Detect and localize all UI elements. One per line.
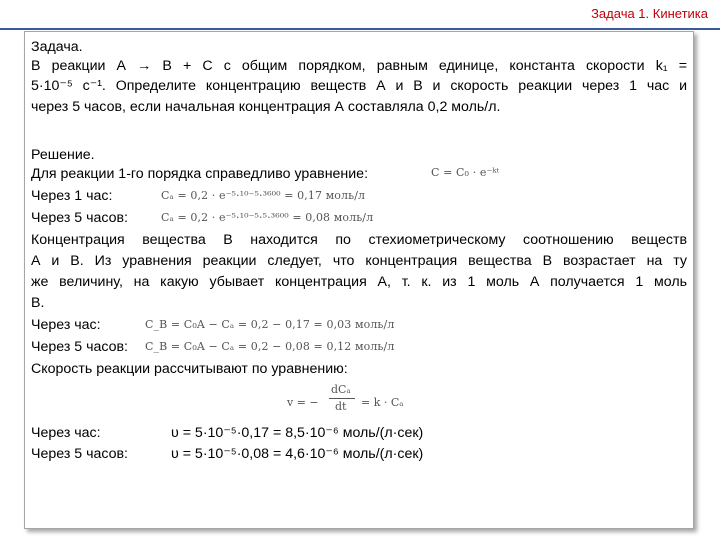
problem-line-3: через 5 часов, если начальная концентрация А составляла 0,2 моль/л.: [31, 99, 501, 115]
conc-a-1h-label: Через 1 час:: [31, 188, 113, 204]
conc-b-1h-label: Через час:: [31, 317, 101, 333]
conc-a-5h-formula: Cₐ = 0,2 · e⁻⁵·¹⁰⁻⁵·⁵·³⁶⁰⁰ = 0,08 моль/л: [161, 211, 374, 224]
conc-b-1h-formula: C_B = C₀A − Cₐ = 0,2 − 0,17 = 0,03 моль/л: [145, 318, 395, 331]
rate-fraction-bar: [329, 398, 355, 399]
problem-line-1: В реакции А → В + С с общим порядком, равным единице, константа скорости k₁ =: [31, 58, 687, 74]
general-equation: C = C₀ · e⁻ᵏᵗ: [431, 166, 500, 179]
title-rule: [0, 28, 720, 30]
rate-intro: Скорость реакции рассчитывают по уравнению:: [31, 361, 348, 377]
b-explanation-3: же величину, на какую убывает концентрация А, т. к. из 1 моль А получается 1 моль: [31, 274, 687, 290]
b-explanation-2: А и В. Из уравнения реакции следует, что концентрация вещества В возрастает на ту: [31, 253, 687, 269]
slide-title: Задача 1. Кинетика: [591, 6, 708, 21]
rate-1h-label: Через час:: [31, 425, 101, 441]
conc-a-5h-label: Через 5 часов:: [31, 210, 128, 226]
b-explanation-1: Концентрация вещества В находится по стехиометрическому соотношению веществ: [31, 232, 687, 248]
content-box: [24, 31, 694, 529]
solution-heading: Решение.: [31, 147, 95, 163]
rate-denominator: dt: [335, 400, 347, 413]
conc-b-5h-formula: C_B = C₀A − Cₐ = 0,2 − 0,08 = 0,12 моль/л: [145, 340, 395, 353]
rate-1h-value: υ = 5·10⁻⁵·0,17 = 8,5·10⁻⁶ моль/(л·сек): [171, 425, 424, 441]
equation-intro: Для реакции 1-го порядка справедливо уравнение:: [31, 166, 369, 182]
problem-line-2: 5·10⁻⁵ с⁻¹. Определите концентрацию веществ А и В и скорость реакции через 1 час и: [31, 78, 687, 94]
problem-heading: Задача.: [31, 39, 83, 55]
conc-a-1h-formula: Cₐ = 0,2 · e⁻⁵·¹⁰⁻⁵·³⁶⁰⁰ = 0,17 моль/л: [161, 189, 366, 202]
rate-5h-label: Через 5 часов:: [31, 446, 128, 462]
rate-numerator: dCₐ: [331, 383, 351, 396]
rate-lhs: v = −: [287, 396, 319, 409]
rate-rhs: = k · Cₐ: [361, 396, 404, 409]
b-explanation-4: В.: [31, 295, 45, 311]
conc-b-5h-label: Через 5 часов:: [31, 339, 128, 355]
rate-5h-value: υ = 5·10⁻⁵·0,08 = 4,6·10⁻⁶ моль/(л·сек): [171, 446, 424, 462]
